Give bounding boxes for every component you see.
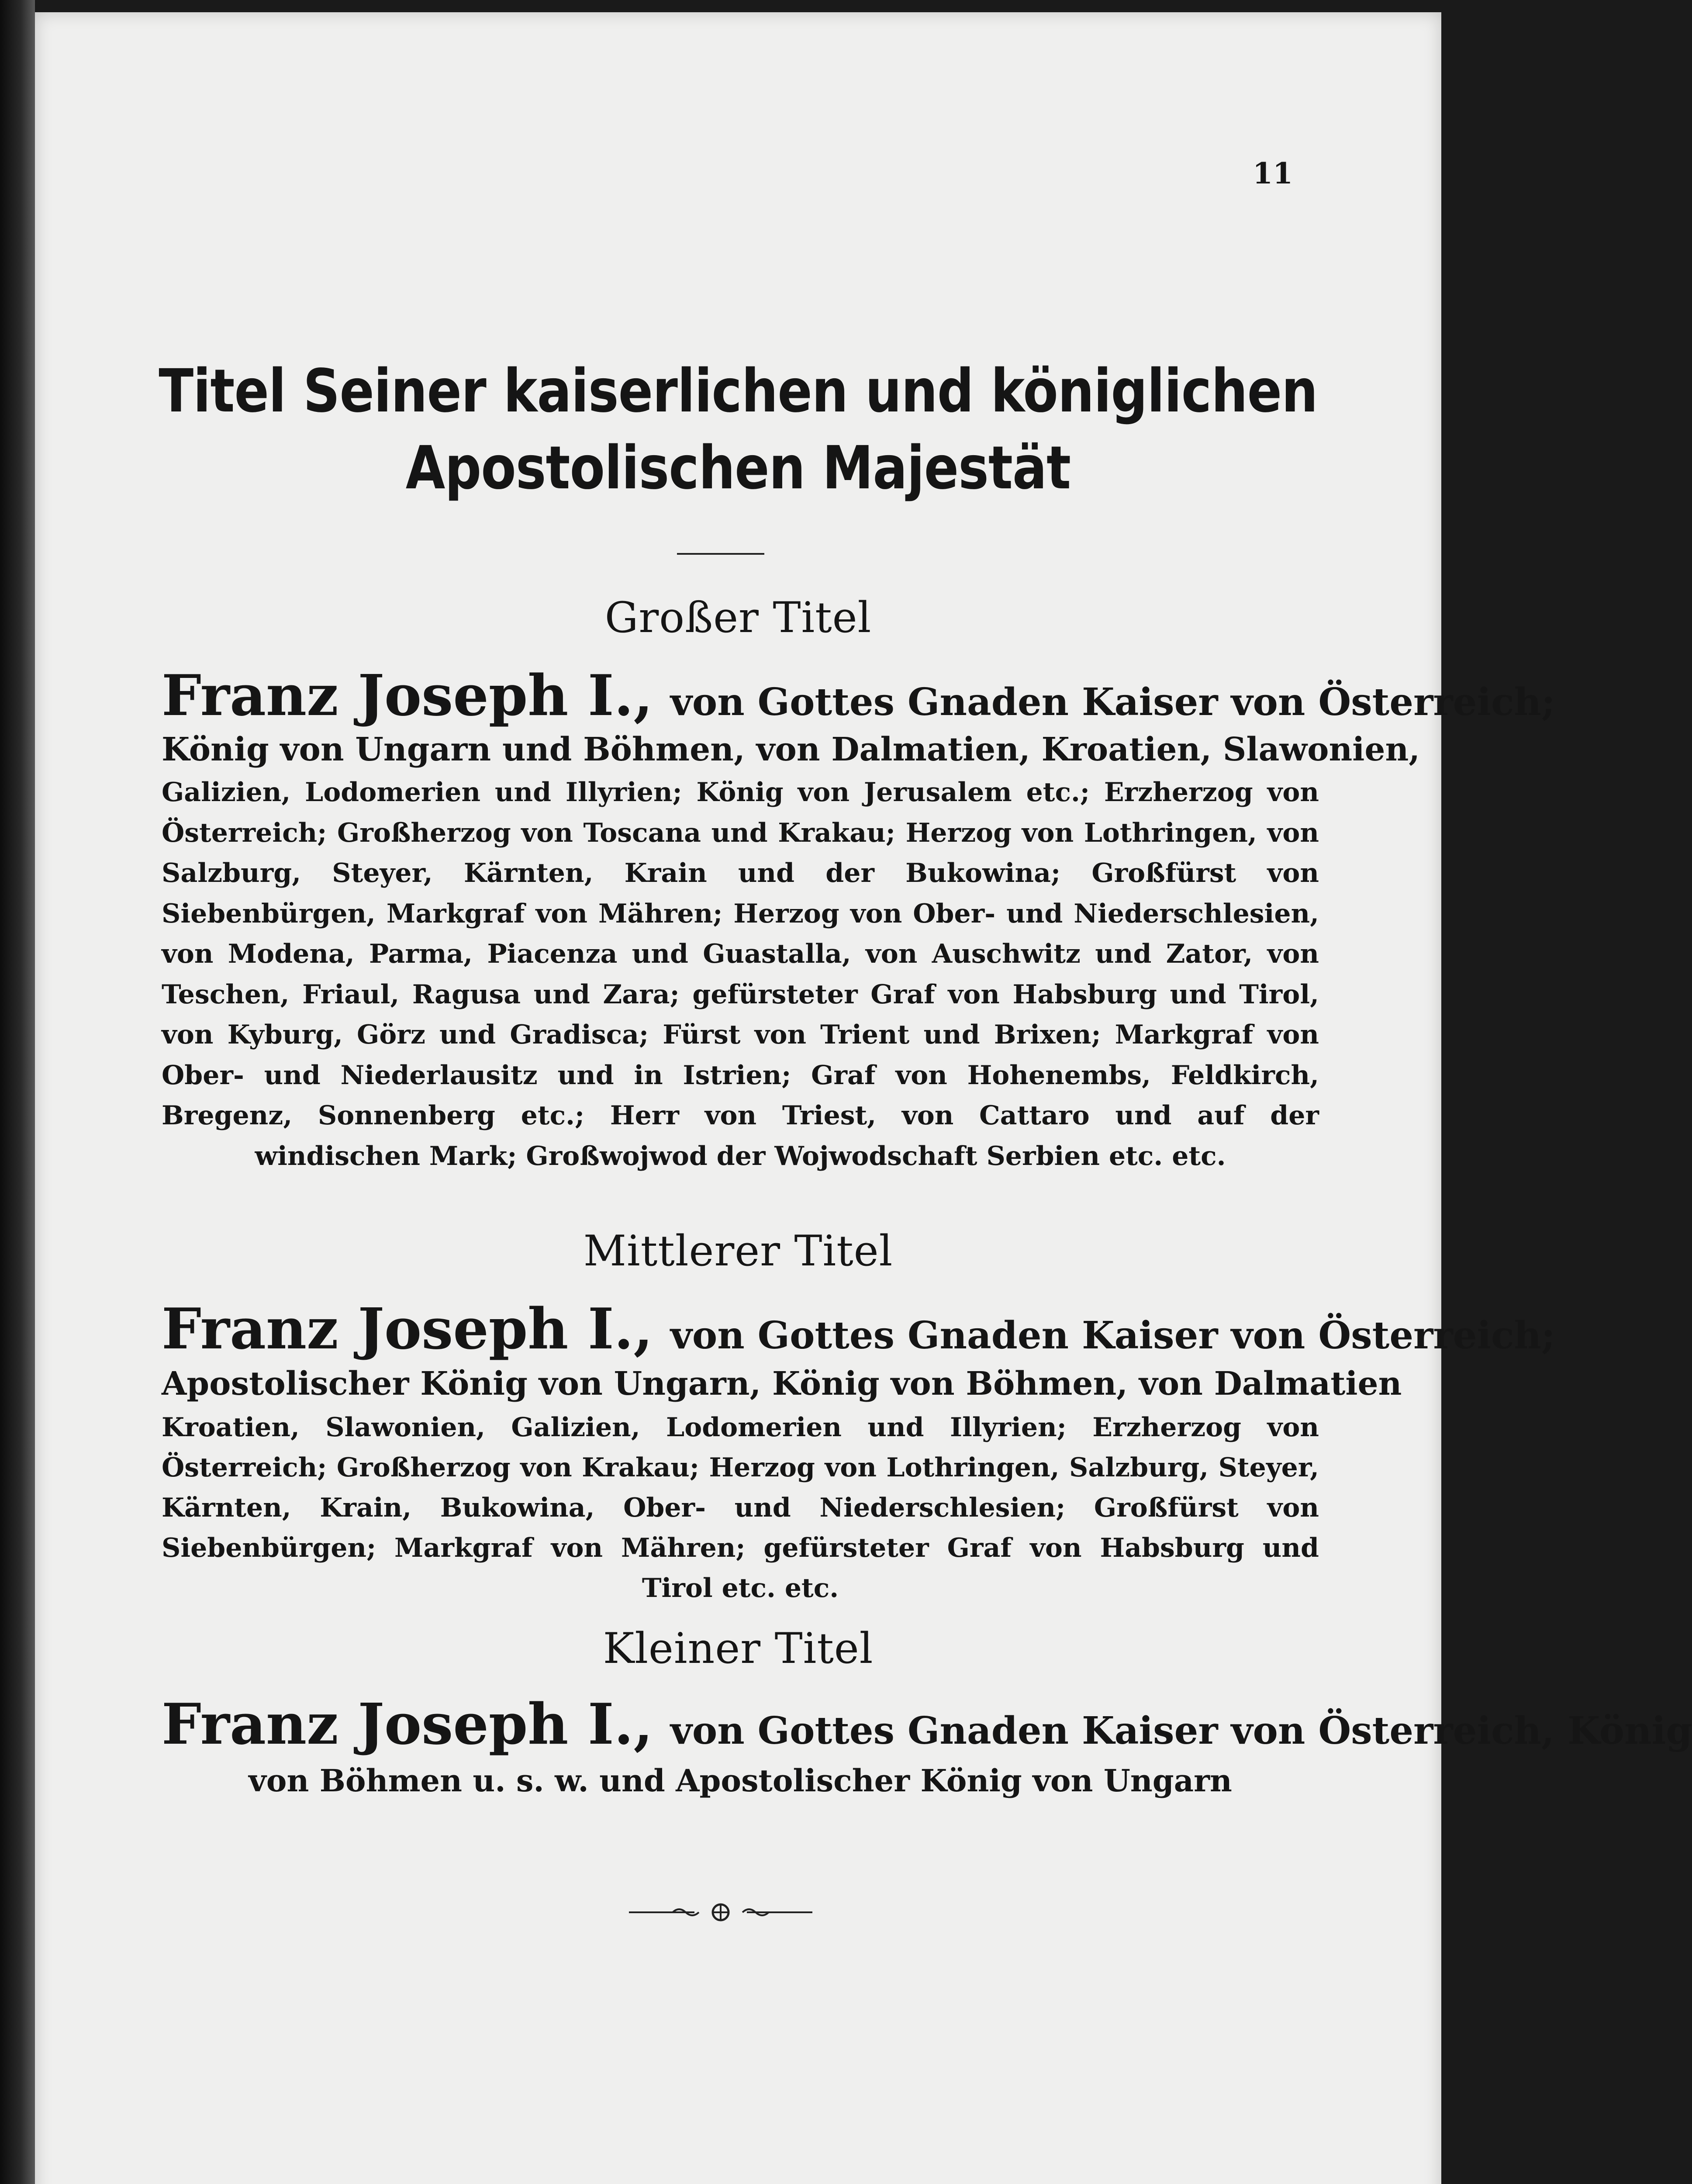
entry-grosser-titel <box>162 663 1555 1176</box>
entry-kleiner-name-rest: von Gottes Gnaden Kaiser von Österreich, König <box>670 1709 1692 1753</box>
page-title <box>133 353 1343 507</box>
page-number: 11 <box>1253 156 1293 190</box>
ornament-divider <box>629 1899 812 1925</box>
entry-mittlerer-second-line: Apostolischer König von Ungarn, König von Böhmen, von Dalmatien <box>162 1365 1402 1403</box>
entry-grosser-body: Galizien, Lodomerien und Illyrien; König von Jerusalem etc.; Erzherzog von Österreich; Großherzog von Toscana und Krakau; Herzog von Lothringen, von Salzburg, Steyer, Kärnten, Krain und der Bukowina; Großfürst von Siebenbürgen, Markgraf von Mähren; Herzog von Ober- und Niederschlesien, von Modena, Parma, Piacenza und Guastalla, von Auschwitz und Zator, von Teschen, Friaul, Ragusa und Zara; gefürsteter Graf von Habsburg und Tirol, von Kyburg, Görz und Gradisca; Fürst von Trient und Brixen; Markgraf von Ober- und Niederlausitz und in Istrien; Graf von Hohenembs, Feldkirch, Bregenz, Sonnenberg etc.; Herr von Triest, von Cattaro und auf der windischen Mark; Großwojwod der Wojwodschaft Serbien etc. etc. <box>162 777 1319 1171</box>
heading-grosser-titel: Großer Titel <box>604 593 872 642</box>
emperor-name: Franz Joseph I., <box>162 1296 653 1362</box>
entry-grosser-second-line: König von Ungarn und Böhmen, von Dalmatien, Kroatien, Slawonien, <box>162 731 1420 768</box>
emperor-name: Franz Joseph I., <box>162 1692 653 1757</box>
page-title-line-1: Titel Seiner kaiserlichen und königlichen <box>159 357 1318 426</box>
entry-kleiner-first-line <box>162 1692 1692 1757</box>
heading-kleiner-titel: Kleiner Titel <box>603 1624 874 1673</box>
entry-kleiner-body: von Böhmen u. s. w. und Apostolischer König von Ungarn <box>249 1762 1232 1799</box>
entry-grosser-first-line <box>162 663 1555 729</box>
book-binding-edge <box>0 0 35 2184</box>
emperor-name: Franz Joseph I., <box>162 663 653 729</box>
entry-mittlerer-titel <box>162 1296 1555 1608</box>
entry-mittlerer-body: Kroatien, Slawonien, Galizien, Lodomerien und Illyrien; Erzherzog von Österreich; Großherzog von Krakau; Herzog von Lothringen, Salzburg, Steyer, Kärnten, Krain, Bukowina, Ober- und Niederschlesien; Großfürst von Siebenbürgen; Markgraf von Mähren; gefürsteter Graf von Habsburg und Tirol etc. etc. <box>162 1412 1319 1603</box>
entry-mittlerer-first-line <box>162 1296 1555 1362</box>
heading-mittlerer-titel: Mittlerer Titel <box>583 1227 893 1275</box>
book-page <box>35 12 1692 2184</box>
entry-grosser-name-rest: von Gottes Gnaden Kaiser von Österreich; <box>670 680 1555 724</box>
title-divider-rule <box>677 553 764 555</box>
entry-mittlerer-name-rest: von Gottes Gnaden Kaiser von Österreich; <box>670 1313 1555 1358</box>
page-title-line-2: Apostolischen Majestät <box>405 434 1071 503</box>
entry-kleiner-titel <box>162 1692 1692 1803</box>
